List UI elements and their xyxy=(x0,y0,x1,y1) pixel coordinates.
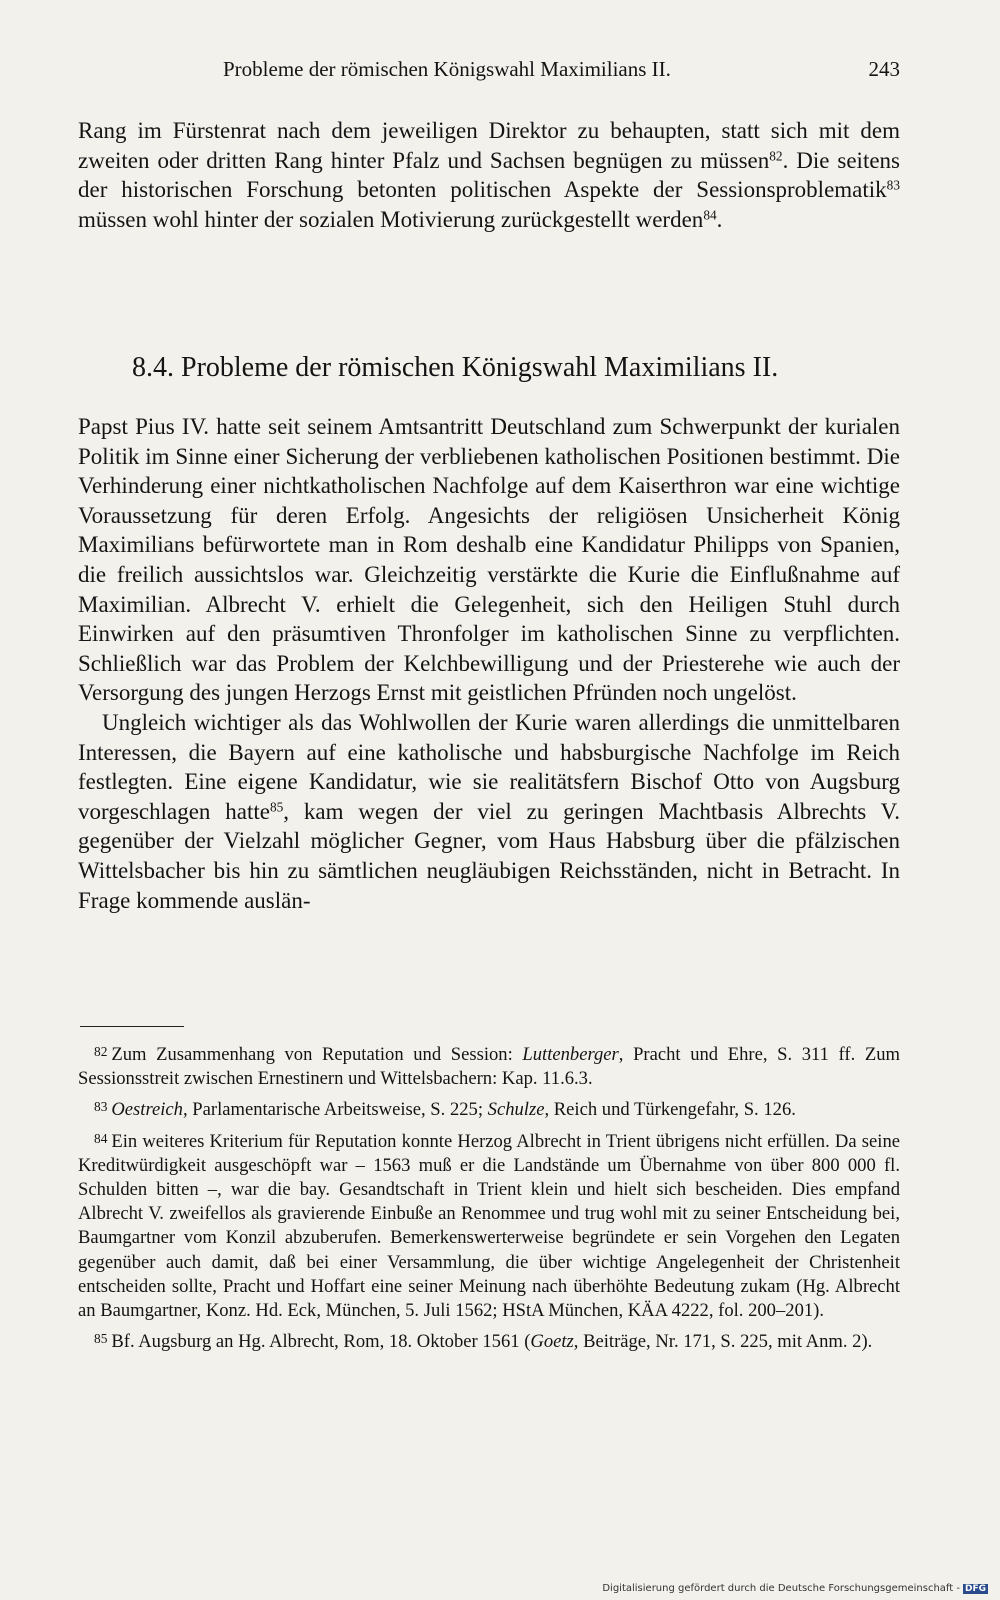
footnote-82: $^{82}$ Zum Zusammenhang von Reputation und Session: Luttenberger, Pracht und Ehre, S. 311 ff. Zum Sessionsstreit zwischen Ernestinern und Wittelsbachern: Kap. 11.6.3. xyxy=(78,1044,900,1090)
footnote-divider xyxy=(80,1026,184,1027)
section-heading: 8.4. Probleme der römischen Königswahl Maximilians II. xyxy=(132,352,779,383)
section-body xyxy=(78,412,900,915)
footnote-ref-82[interactable]: 82 xyxy=(769,148,783,164)
credit-text: Digitalisierung gefördert durch die Deutsche Forschungsgemeinschaft - xyxy=(602,1583,960,1594)
footnotes xyxy=(78,1040,900,1359)
page-number: 243 xyxy=(868,57,900,81)
footnote-84: $^{84}$ Ein weiteres Kriterium für Reputation konnte Herzog Albrecht in Trient übrigens nicht erfüllen. Da seine Kreditwürdigkeit ausgeschöpft war – 1563 muß er die Landstände um Übernahme von über 800 000 fl. Schulden bitten –, war die bay. Gesandtschaft in Trient klein und hielt sich bescheiden. Dies empfand Albrecht V. zweifellos als gravierende Einbuße an Renommee und trug wohl mit zu seiner Entscheidung bei, Baumgartner vom Konzil abzuberufen. Bemerkenswerterweise begründete er sein Vorgehen den Legaten gegenüber auch damit, daß bei einer Versammlung, die über wichtige Angelegenheit der Christenheit entscheiden sollte, Pracht und Hoffart eine seiner Meinung nach überhöhte Bedeutung zukam (Hg. Albrecht an Baumgartner, Konz. Hd. Eck, München, 5. Juli 1562; HStA München, KÄA 4222, fol. 200–201). xyxy=(78,1130,900,1322)
footnote-ref-84[interactable]: 84 xyxy=(703,207,717,223)
book-page xyxy=(78,0,900,1600)
section-paragraph-1: Papst Pius IV. hatte seit seinem Amtsantritt Deutschland zum Schwerpunkt der kurialen Politik im Sinne einer Sicherung der verbliebenen katholischen Positionen bestimmt. Die Verhinderung einer nichtkatholischen Nachfolge auf dem Kaiserthron war eine wichtige Voraussetzung für deren Erfolg. Angesichts der religiösen Unsicherheit König Maximilians befürwortete man in Rom deshalb eine Kandidatur Philipps von Spanien, die freilich aussichtslos war. Gleichzeitig verstärkte die Kurie die Einflußnahme auf Maximilian. Albrecht V. erhielt die Gelegenheit, sich den Heiligen Stuhl durch Einwirken auf den präsumtiven Thronfolger im katholischen Sinne zu verpflichten. Schließlich war das Problem der Kelchbewilligung und der Priesterehe wie auch der Versorgung des jungen Herzogs Ernst mit geistlichen Pfründen noch ungelöst. xyxy=(78,414,900,706)
running-head-title: Probleme der römischen Königswahl Maximilians II. xyxy=(223,57,671,81)
intro-paragraph: Rang im Fürstenrat nach dem jeweiligen Direktor zu behaupten, statt sich mit dem zweiten oder dritten Rang hinter Pfalz und Sachsen begnügen zu müssen$^{82}$. Die seitens der historischen Forschung betonten politischen Aspekte der Sessionsproblematik$^{83}$ müssen wohl hinter der sozialen Motivierung zurückgestellt werden$^{84}$. xyxy=(78,118,900,232)
footnote-83: $^{83}$ Oestreich, Parlamentarische Arbeitsweise, S. 225; Schulze, Reich und Türkengefahr, S. 126. xyxy=(94,1099,796,1121)
footnote-ref-85[interactable]: 85 xyxy=(269,799,284,815)
footnote-85: $^{85}$ Bf. Augsburg an Hg. Albrecht, Rom, 18. Oktober 1561 (Goetz, Beiträge, Nr. 171, S. 225, mit Anm. 2). xyxy=(94,1331,873,1353)
digitization-credit xyxy=(602,1583,988,1594)
section-paragraph-2: Ungleich wichtiger als das Wohlwollen der Kurie waren allerdings die unmittelbaren Interessen, die Bayern auf eine katholische und habsburgische Nachfolge im Reich festlegten. Eine eigene Kandidatur, wie sie realitätsfern Bischof Otto von Augsburg vorgeschlagen hatte$^{85}$, kam wegen der viel zu geringen Machtbasis Albrechts V. gegenüber der Vielzahl möglicher Gegner, vom Haus Habsburg über die pfälzischen Wittelsbacher bis hin zu sämtlichen neugläubigen Reichsständen, nicht in Betracht. In Frage kommende auslän- xyxy=(78,709,900,913)
dfg-logo: DFG xyxy=(964,1584,986,1594)
footnote-ref-83[interactable]: 83 xyxy=(886,177,900,193)
